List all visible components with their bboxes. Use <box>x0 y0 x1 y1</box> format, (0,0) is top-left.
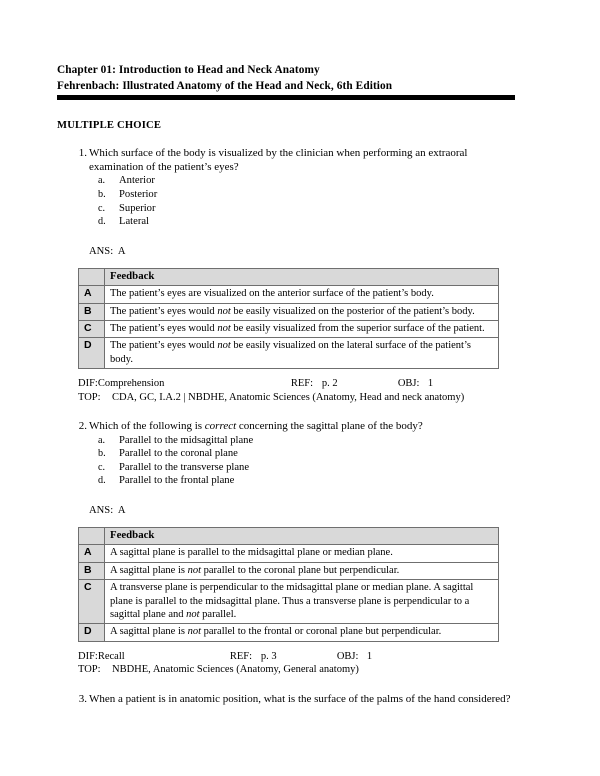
question-1-answer-value: A <box>117 245 126 257</box>
feedback-2b-letter: B <box>79 562 105 579</box>
feedback-1b-letter: B <box>79 303 105 320</box>
question-2-obj-key: OBJ: <box>336 650 359 662</box>
question-1-feedback-wrapper <box>57 268 515 369</box>
choice-2d-label: Parallel to the frontal plane <box>119 475 235 487</box>
feedback-2d-text: A sagittal plane is not parallel to the frontal or coronal plane but perpendicular. <box>105 624 499 641</box>
choice-1c-letter: c. <box>98 202 106 214</box>
question-2-feedback-wrapper <box>57 527 515 642</box>
question-2-dif-key: DIF: <box>78 650 98 662</box>
question-2-meta-row-dif <box>78 650 515 664</box>
choice-1a-label: Anterior <box>119 175 155 187</box>
question-1-feedback-table <box>78 268 499 369</box>
choice-2a-label: Parallel to the midsagittal plane <box>119 434 254 446</box>
question-1-dif-key: DIF: <box>78 378 98 390</box>
question-1-text: Which surface of the body is visualized by the clinician when performing an extraoral examination of the patient’s eyes? <box>89 147 468 174</box>
choice-1c-label: Superior <box>119 202 156 214</box>
question-1-top-value: CDA, GC, I.A.2 | NBDHE, Anatomic Sciences (Anatomy, Head and neck anatomy) <box>112 391 465 403</box>
question-3-stem <box>57 692 515 706</box>
feedback-header-blank-cell <box>79 527 105 544</box>
question-2-dif-value: Recall <box>97 650 125 662</box>
question-1-ref-value: p. 2 <box>321 378 338 390</box>
section-label-multiple-choice: MULTIPLE CHOICE <box>57 120 162 131</box>
table-row <box>79 580 499 624</box>
question-2-stem <box>57 419 515 433</box>
table-row <box>79 545 499 562</box>
feedback-1b-text: The patient’s eyes would not be easily visualized on the posterior of the patient’s body. <box>105 303 499 320</box>
question-2-ref-key: REF: <box>229 650 253 662</box>
question-1-top-key: TOP: <box>78 391 101 403</box>
question-2-top-value: NBDHE, Anatomic Sciences (Anatomy, General anatomy) <box>112 664 359 676</box>
choice-1b[interactable] <box>57 188 515 202</box>
question-2-text: Which of the following is correct concerning the sagittal plane of the body? <box>89 420 423 433</box>
question-block-3 <box>57 692 515 706</box>
question-2-answer-label: ANS: <box>89 504 114 516</box>
choice-2b-letter: b. <box>98 448 106 460</box>
feedback-1d-text: The patient’s eyes would not be easily visualized on the lateral surface of the patient’s body. <box>105 338 499 369</box>
feedback-1c-letter: C <box>79 321 105 338</box>
feedback-1d-letter: D <box>79 338 105 369</box>
question-2-feedback-table <box>78 527 499 642</box>
feedback-2a-text: A sagittal plane is parallel to the midsagittal plane or median plane. <box>105 545 499 562</box>
feedback-2a-letter: A <box>79 545 105 562</box>
choice-2a[interactable] <box>57 434 515 448</box>
question-1-obj-value: 1 <box>427 378 434 390</box>
table-row <box>79 562 499 579</box>
choice-2c-label: Parallel to the transverse plane <box>119 461 250 473</box>
question-block-1 <box>57 146 515 404</box>
choice-1a[interactable] <box>57 174 515 188</box>
question-1-stem <box>57 146 515 174</box>
table-row <box>79 303 499 320</box>
feedback-1a-text: The patient’s eyes are visualized on the anterior surface of the patient’s body. <box>105 286 499 303</box>
question-1-answer-line <box>57 245 515 259</box>
choice-2c[interactable] <box>57 461 515 475</box>
question-1-meta-row-top <box>78 391 515 405</box>
question-1-choices <box>57 174 515 228</box>
question-2-obj-value: 1 <box>366 650 373 662</box>
feedback-2c-text: A transverse plane is perpendicular to the midsagittal plane or median plane. A sagittal plane is parallel to the midsagittal plane. Thus a transverse plane is perpendicular to a sagittal plane and not parallel. <box>105 580 499 624</box>
choice-1d-label: Lateral <box>119 216 149 228</box>
question-2-meta-row-top <box>78 663 515 677</box>
choice-2d-letter: d. <box>98 475 106 487</box>
table-row <box>79 624 499 641</box>
choice-2b-label: Parallel to the coronal plane <box>119 448 238 460</box>
question-2-number: 2. <box>78 420 87 433</box>
feedback-2d-letter: D <box>79 624 105 641</box>
choice-1b-letter: b. <box>98 189 106 200</box>
choice-1d-letter: d. <box>98 216 106 228</box>
question-1-dif-value: Comprehension <box>97 378 165 390</box>
choice-2a-letter: a. <box>98 434 106 446</box>
question-2-ref-value: p. 3 <box>260 650 277 662</box>
question-1-meta-row-dif <box>78 377 515 391</box>
feedback-header-label: Feedback <box>105 527 499 544</box>
feedback-header-label: Feedback <box>105 268 499 285</box>
question-2-answer-line <box>57 504 515 518</box>
choice-1d[interactable] <box>57 215 515 229</box>
question-2-meta <box>57 650 515 677</box>
feedback-1c-text: The patient’s eyes would not be easily visualized from the superior surface of the patient. <box>105 321 499 338</box>
question-3-text: When a patient is in anatomic position, what is the surface of the palms of the hand considered? <box>89 693 511 706</box>
question-2-top-key: TOP: <box>78 664 101 676</box>
question-1-number: 1. <box>78 147 87 159</box>
question-2-choices <box>57 434 515 488</box>
feedback-2b-text: A sagittal plane is not parallel to the coronal plane but perpendicular. <box>105 562 499 579</box>
choice-1c[interactable] <box>57 202 515 216</box>
question-3-number: 3. <box>78 693 87 706</box>
table-row <box>79 338 499 369</box>
document-header <box>57 63 515 94</box>
choice-2d[interactable] <box>57 474 515 488</box>
feedback-1a-letter: A <box>79 286 105 303</box>
question-1-obj-key: OBJ: <box>397 378 420 390</box>
page-content <box>57 63 515 706</box>
header-book-title: Fehrenbach: Illustrated Anatomy of the Head and Neck, 6th Edition <box>57 79 393 92</box>
choice-2b[interactable] <box>57 447 515 461</box>
choice-1a-letter: a. <box>98 175 106 187</box>
header-divider-rule <box>57 95 515 100</box>
question-1-answer-label: ANS: <box>89 245 114 257</box>
feedback-2c-letter: C <box>79 580 105 624</box>
question-2-answer-value: A <box>117 504 126 516</box>
choice-2c-letter: c. <box>98 461 106 473</box>
table-row <box>79 286 499 303</box>
table-header-row <box>79 527 499 544</box>
question-block-2 <box>57 419 515 677</box>
question-1-meta <box>57 377 515 404</box>
feedback-header-blank-cell <box>79 268 105 285</box>
header-chapter-title: Chapter 01: Introduction to Head and Neck Anatomy <box>57 64 320 76</box>
table-row <box>79 321 499 338</box>
choice-1b-label: Posterior <box>119 189 158 200</box>
question-1-ref-key: REF: <box>290 378 314 390</box>
table-header-row <box>79 268 499 285</box>
